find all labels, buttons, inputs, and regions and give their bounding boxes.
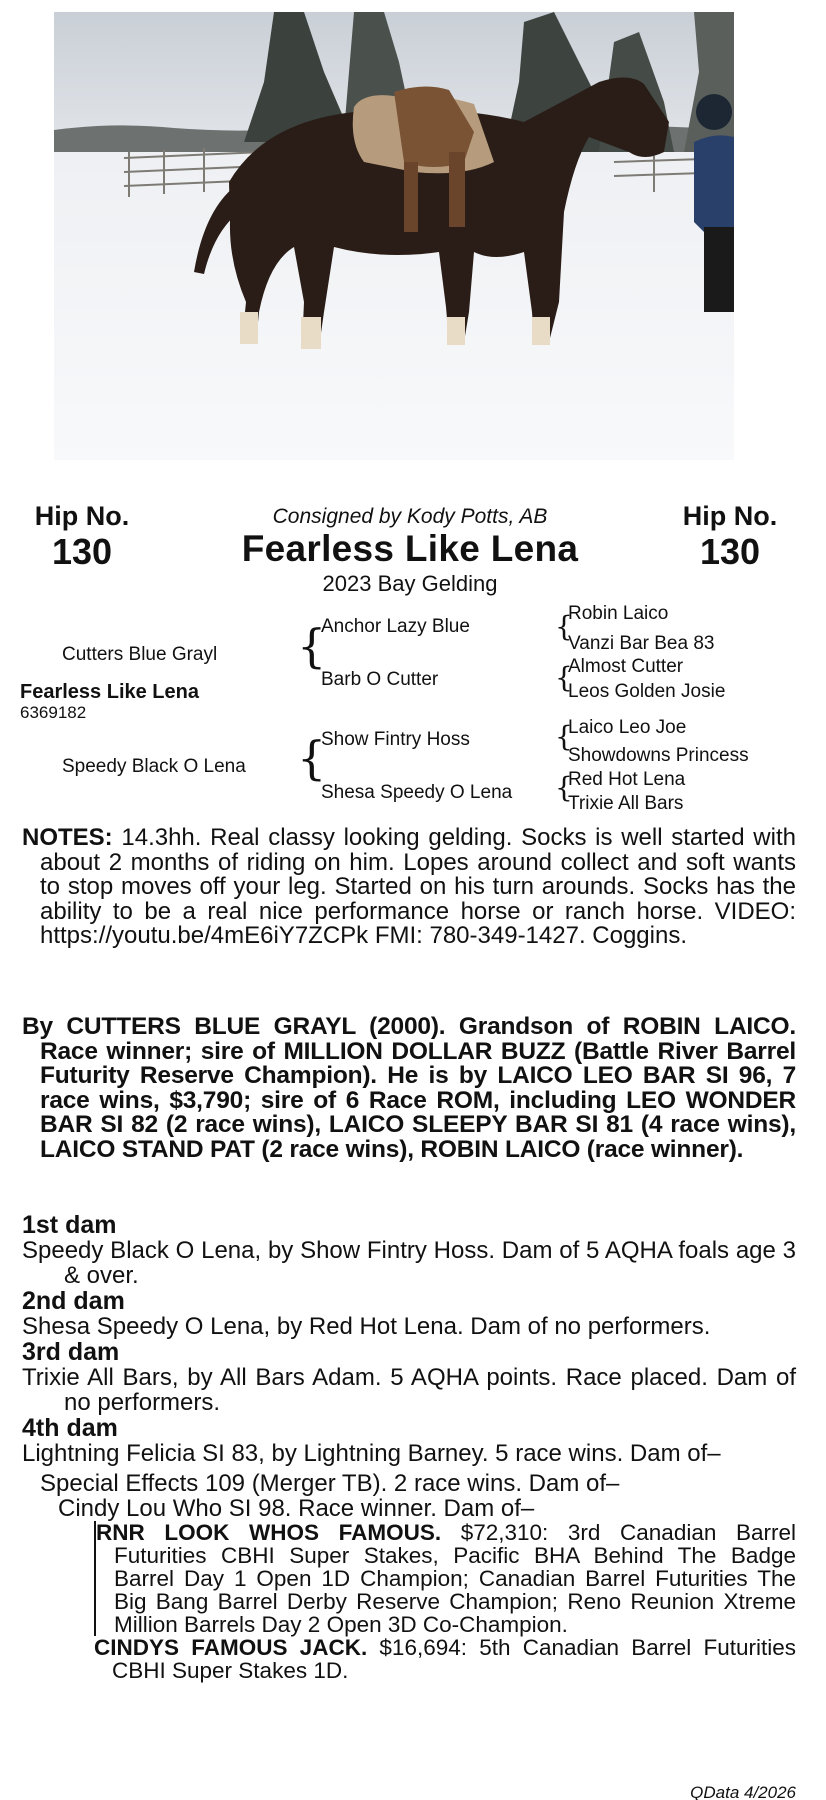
hip-number-left [2, 502, 162, 572]
horse-photo-illustration [54, 12, 734, 460]
hip-number: 130 [51, 531, 113, 572]
pedigree-ggp: Robin Laico [568, 603, 669, 624]
offspring-list [94, 1521, 796, 1682]
hip-label: Hip No. [682, 501, 778, 531]
dam-text: Lightning Felicia SI 83, by Lightning Barney. 5 race wins. Dam of– [22, 1440, 721, 1467]
notes-section [22, 826, 796, 949]
pedigree-sire-sire: Anchor Lazy Blue [321, 616, 470, 637]
pedigree-ggp: Almost Cutter [568, 656, 684, 677]
offspring-record: $16,694: 5th Canadian Barrel Futurities CBHI Super Stakes 1D. [112, 1635, 796, 1683]
pedigree-ggp: Trixie All Bars [568, 793, 684, 814]
dam-block [22, 1339, 796, 1415]
pedigree-horse-name: Fearless Like Lena [20, 681, 199, 703]
pedigree-sire: Cutters Blue Grayl [62, 644, 218, 665]
dam-text: Speedy Black O Lena, by Show Fintry Hoss. Dam of 5 AQHA foals age 3 & over. [22, 1237, 796, 1289]
offspring-name: RNR LOOK WHOS FAMOUS. [96, 1520, 442, 1545]
pedigree-ggp: Laico Leo Joe [568, 717, 687, 738]
dam-heading: 3rd dam [22, 1338, 120, 1366]
dam-heading: 4th dam [22, 1414, 118, 1442]
female-family [22, 1212, 796, 1682]
pedigree-ggp: Red Hot Lena [568, 769, 686, 790]
sire-paragraph: By CUTTERS BLUE GRAYL (2000). Grandson of ROBIN LAICO. Race winner; sire of MILLION DOLLAR BUZZ (Battle River Barrel Futurity Reserve Champion). He is by LAICO LEO BAR SI 96, 7 race wins, $3,790; sire of 6 Race ROM, including LEO WONDER BAR SI 82 (2 race wins), LAICO SLEEPY BAR SI 81 (4 race wins), LAICO STAND PAT (2 race wins), ROBIN LAICO (race winner). [22, 1013, 796, 1163]
pedigree-dam: Speedy Black O Lena [62, 756, 246, 777]
dam-block [22, 1415, 796, 1466]
pedigree-brace: { [297, 731, 327, 785]
offspring-entry [94, 1636, 796, 1682]
qdata-footer: QData 4/2026 [690, 1783, 796, 1800]
pedigree-ggp: Leos Golden Josie [568, 681, 726, 702]
horse-name-title: Fearless Like Lena [241, 528, 579, 569]
offspring-entry [94, 1521, 796, 1636]
horse-photo [54, 12, 734, 460]
descendant-line: Special Effects 109 (Merger TB). 2 race wins. Dam of– [40, 1470, 620, 1497]
hip-number: 130 [699, 531, 761, 572]
pedigree-dam-dam: Shesa Speedy O Lena [321, 782, 513, 803]
descendant-line: Cindy Lou Who SI 98. Race winner. Dam of– [58, 1495, 535, 1522]
consigner-line: Consigned by Kody Potts, AB [272, 505, 548, 528]
pedigree-dam-sire: Show Fintry Hoss [321, 729, 470, 750]
notes-text: 14.3hh. Real classy looking gelding. Socks is well started with about 2 months of riding on him. Lopes around collect and soft wants to stop moves off your leg. Started on his turn arounds. Socks has the ability to be a real nice performance horse or ranch horse. VIDEO: https://youtu.be/4mE6iY7ZCPk FMI: 780-349-1427. Coggins. [40, 824, 796, 949]
pedigree-brace: { [555, 661, 573, 694]
notes-label: NOTES: [22, 824, 113, 851]
dam-block [22, 1288, 796, 1339]
pedigree-brace: { [555, 771, 573, 804]
pedigree-brace: { [555, 720, 573, 753]
dam-heading: 1st dam [22, 1211, 117, 1239]
pedigree-ggp: Showdowns Princess [568, 745, 749, 766]
dam-block [22, 1212, 796, 1288]
registration-number: 6369182 [20, 703, 87, 722]
notes-paragraph [22, 826, 796, 949]
sire-section [22, 1015, 796, 1162]
pedigree-ggp: Vanzi Bar Bea 83 [568, 633, 715, 654]
pedigree-sire-dam: Barb O Cutter [321, 669, 439, 690]
offspring-record: $72,310: 3rd Canadian Barrel Futurities CBHI Super Stakes, Pacific BHA Behind The Badge Barrel Day 1 Open 1D Champion; Canadian Barrel Futurities The Big Bang Barrel Derby Reserve Champion; Reno Reunion Xtreme Million Barrels Day 2 Open 3D Co-Champion. [114, 1520, 796, 1637]
dam-heading: 2nd dam [22, 1287, 125, 1315]
hip-label: Hip No. [34, 501, 130, 531]
horse-description: 2023 Bay Gelding [322, 571, 498, 596]
dam-text: Trixie All Bars, by All Bars Adam. 5 AQHA points. Race placed. Dam of no performers. [22, 1364, 796, 1416]
pedigree-brace: { [555, 610, 573, 643]
dam-text: Shesa Speedy O Lena, by Red Hot Lena. Dam of no performers. [22, 1313, 711, 1340]
pedigree-brace: { [297, 619, 327, 673]
offspring-name: CINDYS FAMOUS JACK. [94, 1635, 368, 1660]
